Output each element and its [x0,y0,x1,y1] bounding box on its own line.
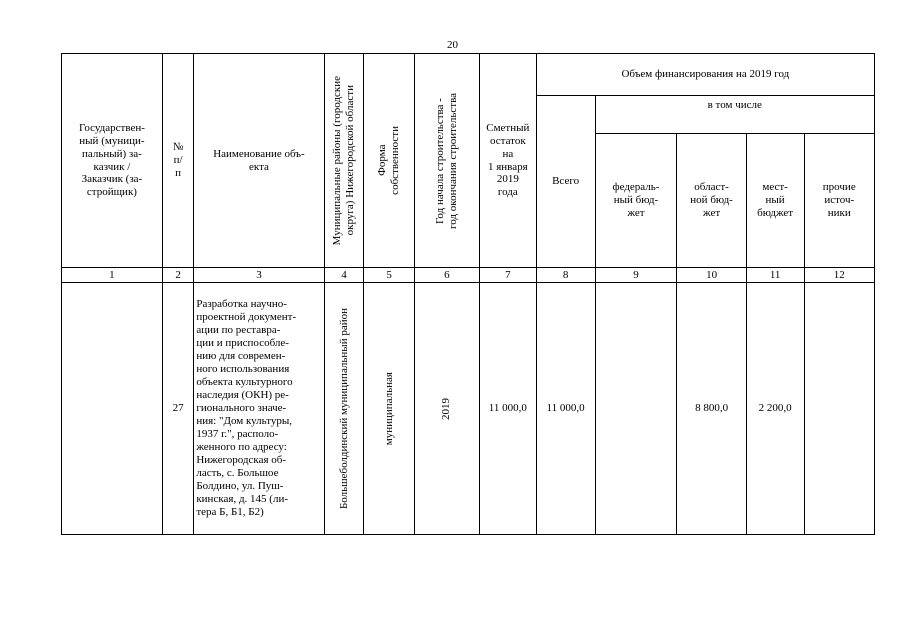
header-customer: Государствен- ный (муници- пальный) за- казчик / Заказчик (за- стройщик) [62,54,163,268]
column-number: 12 [804,268,875,283]
header-ownership: Форма собственности [364,54,414,268]
header-estimated-balance: Сметный остаток на 1 января 2019 года [479,54,536,268]
column-number: 5 [364,268,414,283]
column-number: 11 [746,268,804,283]
cell-district: Большеболдинский муниципальный район [324,283,364,535]
header-regional-budget: област- ной бюд- жет [677,134,746,268]
column-number: 1 [62,268,163,283]
header-other-sources: прочие источ- ники [804,134,875,268]
cell-local-budget: 2 200,0 [746,283,804,535]
column-number: 4 [324,268,364,283]
cell-federal-budget [595,283,677,535]
cell-row-number: 27 [162,283,194,535]
header-districts: Муниципальные районы (городские округа) Нижегородской области [324,54,364,268]
financing-table [61,53,875,535]
column-number: 7 [479,268,536,283]
column-number: 6 [414,268,479,283]
cell-construction-years: 2019 [414,283,479,535]
cell-estimated-balance: 11 000,0 [479,283,536,535]
cell-object-name: Разработка научно- проектной документ- ации по реставра- ции и приспособле- нию для современ- ного использования объекта культурного наследия (ОКН) ре- гионального значе- ния: "Дом культуры, 1937 г.", располо- женного по адресу: Нижегородская об- ласть, с. Большое Болдино, ул. Пуш- кинская, д. 145 (ли- тера Б, Б1, Б2) [194,283,324,535]
column-number: 10 [677,268,746,283]
cell-total: 11 000,0 [536,283,595,535]
header-funding: Объем финансирования на 2019 год [536,54,874,96]
column-number: 2 [162,268,194,283]
page-number: 20 [447,39,458,51]
header-row-number: № п/ п [162,54,194,268]
cell-other-sources [804,283,875,535]
cell-customer [62,283,163,535]
column-number: 9 [595,268,677,283]
header-object-name: Наименование объ- екта [194,54,324,268]
header-local-budget: мест- ный бюджет [746,134,804,268]
header-total: Всего [536,96,595,268]
cell-regional-budget: 8 800,0 [677,283,746,535]
header-including: в том числе [595,96,875,134]
header-construction-years: Год начала строительства - год окончания строительства [414,54,479,268]
column-number: 8 [536,268,595,283]
column-number: 3 [194,268,324,283]
header-federal-budget: федераль- ный бюд- жет [595,134,677,268]
cell-ownership: муниципальная [364,283,414,535]
table-row [62,283,875,535]
